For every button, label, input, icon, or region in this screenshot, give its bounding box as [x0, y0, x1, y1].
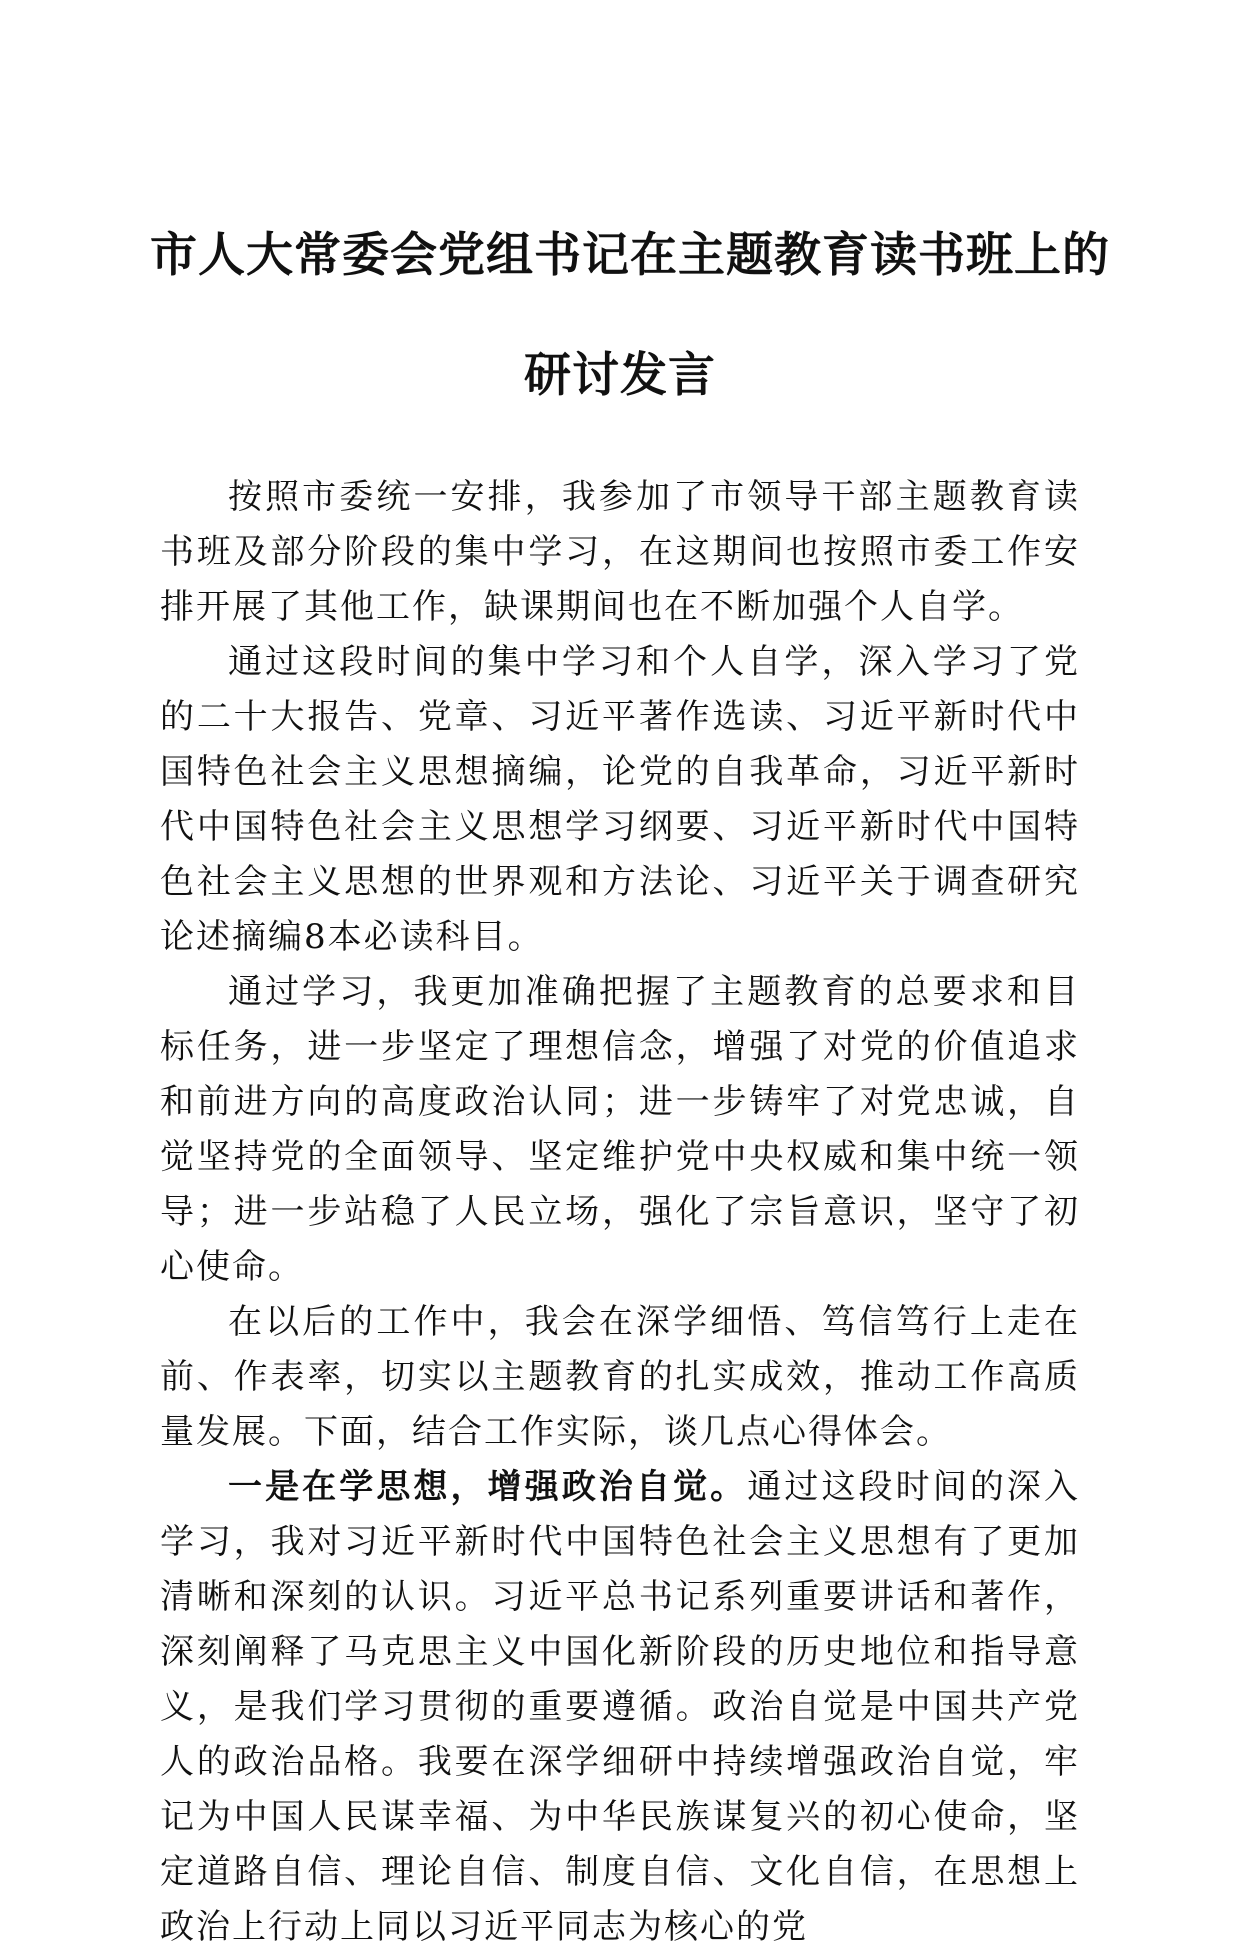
paragraph-1: 按照市委统一安排，我参加了市领导干部主题教育读书班及部分阶段的集中学习，在这期间也按照市委工作安排开展了其他工作，缺课期间也在不断加强个人自学。: [160, 477, 1080, 627]
paragraph-2: 通过这段时间的集中学习和个人自学，深入学习了党的二十大报告、党章、习近平著作选读、习近平新时代中国特色社会主义思想摘编，论党的自我革命，习近平新时代中国特色社会主义思想学习纲要、习近平新时代中国特色社会主义思想的世界观和方法论、习近平关于调查研究论述摘编8本必读科目。: [160, 642, 1080, 957]
paragraph-5: [160, 1460, 1080, 1955]
document-title-line-2: 研讨发言: [524, 348, 716, 403]
paragraph-3: 通过学习，我更加准确把握了主题教育的总要求和目标任务，进一步坚定了理想信念，增强了对党的价值追求和前进方向的高度政治认同；进一步铸牢了对党忠诚，自觉坚持党的全面领导、坚定维护党中央权威和集中统一领导；进一步站稳了人民立场，强化了宗旨意识，坚守了初心使命。: [160, 972, 1080, 1287]
document-body: [160, 470, 1080, 1955]
paragraph-4: 在以后的工作中，我会在深学细悟、笃信笃行上走在前、作表率，切实以主题教育的扎实成效，推动工作高质量发展。下面，结合工作实际，谈几点心得体会。: [160, 1302, 1080, 1452]
document-title-line-1: 市人大常委会党组书记在主题教育读书班上的: [150, 228, 1110, 283]
section-1-text: 通过这段时间的深入学习，我对习近平新时代中国特色社会主义思想有了更加清晰和深刻的认识。习近平总书记系列重要讲话和著作，深刻阐释了马克思主义中国化新阶段的历史地位和指导意义，是我们学习贯彻的重要遵循。政治自觉是中国共产党人的政治品格。我要在深学细研中持续增强政治自觉，牢记为中国人民谋幸福、为中华民族谋复兴的初心使命，坚定道路自信、理论自信、制度自信、文化自信，在思想上政治上行动上同以习近平同志为核心的党: [160, 1467, 1081, 1947]
section-1-heading: 一是在学思想，增强政治自觉。: [228, 1467, 748, 1507]
